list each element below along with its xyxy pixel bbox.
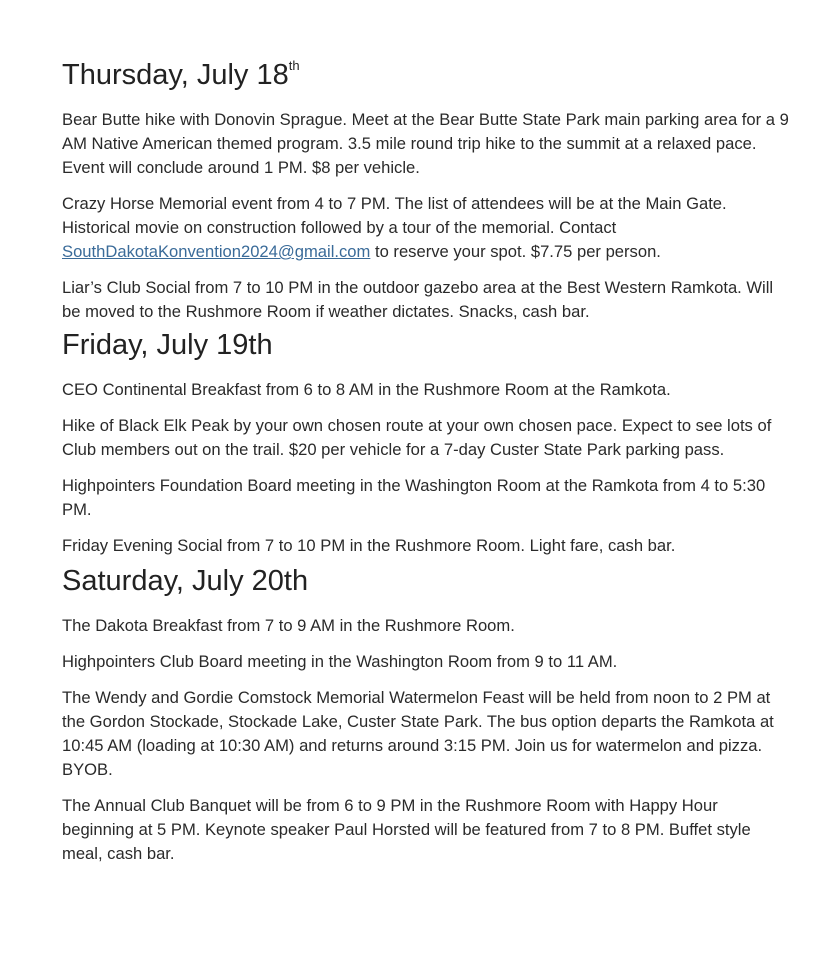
friday-section <box>62 328 792 558</box>
liars-club-paragraph: Liar’s Club Social from 7 to 10 PM in the outdoor gazebo area at the Best Western Ramkota. Will be moved to the Rushmore Room if weather dictates. Snacks, cash bar. <box>62 278 774 321</box>
dakota-breakfast-paragraph: The Dakota Breakfast from 7 to 9 AM in the Rushmore Room. <box>62 616 515 635</box>
watermelon-feast-paragraph: The Wendy and Gordie Comstock Memorial Watermelon Feast will be held from noon to 2 PM at the Gordon Stockade, Stockade Lake, Custer State Park. The bus option departs the Ramkota at 10:45 AM (loading at 10:30 AM) and returns around 3:15 PM. Join us for watermelon and pizza. BYOB. <box>62 688 774 779</box>
thursday-heading <box>62 58 792 92</box>
thursday-heading-superscript: th <box>288 58 300 73</box>
foundation-board-paragraph: Highpointers Foundation Board meeting in the Washington Room at the Ramkota from 4 to 5:30 PM. <box>62 476 766 519</box>
saturday-heading: Saturday, July 20th <box>62 565 309 597</box>
email-link[interactable]: SouthDakotaKonvention2024@gmail.com <box>62 242 371 261</box>
thursday-heading-text: Thursday, July 18 <box>62 59 289 91</box>
bear-butte-hike-paragraph: Bear Butte hike with Donovin Sprague. Meet at the Bear Butte State Park main parking area for a 9 AM Native American themed program. 3.5 mile round trip hike to the summit at a relaxed pace. Event will conclude around 1 PM. $8 per vehicle. <box>62 110 789 177</box>
ceo-breakfast-paragraph: CEO Continental Breakfast from 6 to 8 AM in the Rushmore Room at the Ramkota. <box>62 380 671 399</box>
friday-heading: Friday, July 19th <box>62 329 273 361</box>
crazy-horse-text-end: to reserve your spot. $7.75 per person. <box>370 242 661 261</box>
annual-banquet-paragraph: The Annual Club Banquet will be from 6 to 9 PM in the Rushmore Room with Happy Hour beginning at 5 PM. Keynote speaker Paul Horsted will be featured from 7 to 8 PM. Buffet style meal, cash bar. <box>62 796 751 863</box>
crazy-horse-text-start: Crazy Horse Memorial event from 4 to 7 PM. The list of attendees will be at the Main Gate. Historical movie on construction followed by a tour of the memorial. Contact <box>62 194 727 237</box>
club-board-paragraph: Highpointers Club Board meeting in the Washington Room from 9 to 11 AM. <box>62 652 618 671</box>
saturday-section <box>62 564 792 866</box>
thursday-section <box>62 58 792 324</box>
friday-social-paragraph: Friday Evening Social from 7 to 10 PM in the Rushmore Room. Light fare, cash bar. <box>62 536 676 555</box>
crazy-horse-paragraph <box>62 192 792 264</box>
black-elk-hike-paragraph: Hike of Black Elk Peak by your own chosen route at your own chosen pace. Expect to see lots of Club members out on the trail. $20 per vehicle for a 7-day Custer State Park parking pass. <box>62 416 772 459</box>
